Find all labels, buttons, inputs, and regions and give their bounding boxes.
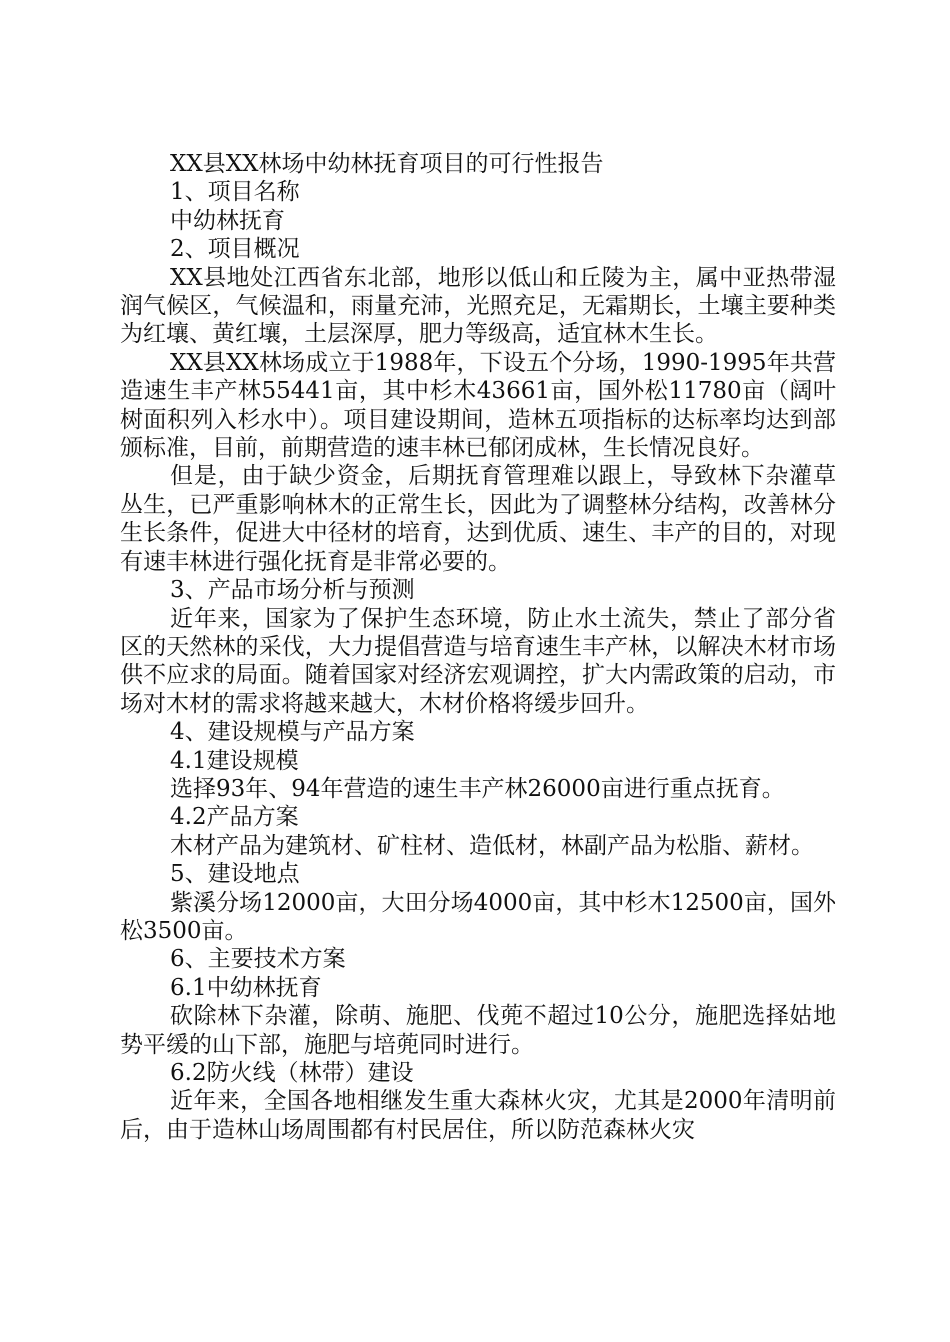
text-line: 中幼林抚育 xyxy=(170,207,285,234)
section-heading: 6、主要技术方案 xyxy=(170,946,346,973)
paragraph: 近年来，全国各地相继发生重大森林火灾，尤其是2000年清明前后，由于造林山场周围都有村民居住，所以防范森林火灾 xyxy=(120,1088,836,1143)
section-heading: 5、建设地点 xyxy=(170,861,300,888)
document-page xyxy=(120,150,836,1144)
section-heading: 3、产品市场分析与预测 xyxy=(170,577,415,604)
section-heading: 1、项目名称 xyxy=(170,179,300,206)
paragraph: 紫溪分场12000亩，大田分场4000亩，其中杉木12500亩，国外松3500亩。 xyxy=(120,889,836,944)
document-title: XX县XX林场中幼林抚育项目的可行性报告 xyxy=(170,151,604,177)
paragraph: XX县地处江西省东北部，地形以低山和丘陵为主，属中亚热带湿润气候区，气候温和，雨量充沛，光照充足，无霜期长，土壤主要种类为红壤、黄红壤，土层深厚，肥力等级高，适宜林木生长。 xyxy=(120,264,836,348)
paragraph: XX县XX林场成立于1988年，下设五个分场，1990-1995年共营造速生丰产林55441亩，其中杉木43661亩，国外松11780亩（阔叶树面积列入杉水中）。项目建设期间，造林五项指标的达标率均达到部颁标准，目前，前期营造的速丰林已郁闭成林，生长情况良好。 xyxy=(120,349,836,462)
paragraph: 木材产品为建筑材、矿柱材、造低材，林副产品为松脂、薪材。 xyxy=(170,832,814,859)
paragraph: 砍除林下杂灌，除萌、施肥、伐蔸不超过10公分，施肥选择姑地势平缓的山下部，施肥与培蔸同时进行。 xyxy=(120,1003,836,1058)
subsection-heading: 4.2产品方案 xyxy=(170,804,299,831)
subsection-heading: 4.1建设规模 xyxy=(170,747,299,774)
section-heading: 2、项目概况 xyxy=(170,236,300,263)
subsection-heading: 6.1中幼林抚育 xyxy=(170,974,322,1001)
subsection-heading: 6.2防火线（林带）建设 xyxy=(170,1060,414,1086)
paragraph: 但是，由于缺少资金，后期抚育管理难以跟上，导致林下杂灌草丛生，已严重影响林木的正常生长，因此为了调整林分结构，改善林分生长条件，促进大中径材的培育，达到优质、速生、丰产的目的，对现有速丰林进行强化抚育是非常必要的。 xyxy=(120,463,836,575)
paragraph: 近年来，国家为了保护生态环境，防止水土流失，禁止了部分省区的天然林的采伐，大力提倡营造与培育速生丰产林，以解决木材市场供不应求的局面。随着国家对经济宏观调控，扩大内需政策的启动，市场对木材的需求将越来越大，木材价格将缓步回升。 xyxy=(120,605,836,717)
section-heading: 4、建设规模与产品方案 xyxy=(170,719,415,746)
paragraph: 选择93年、94年营造的速生丰产林26000亩进行重点抚育。 xyxy=(170,775,785,802)
